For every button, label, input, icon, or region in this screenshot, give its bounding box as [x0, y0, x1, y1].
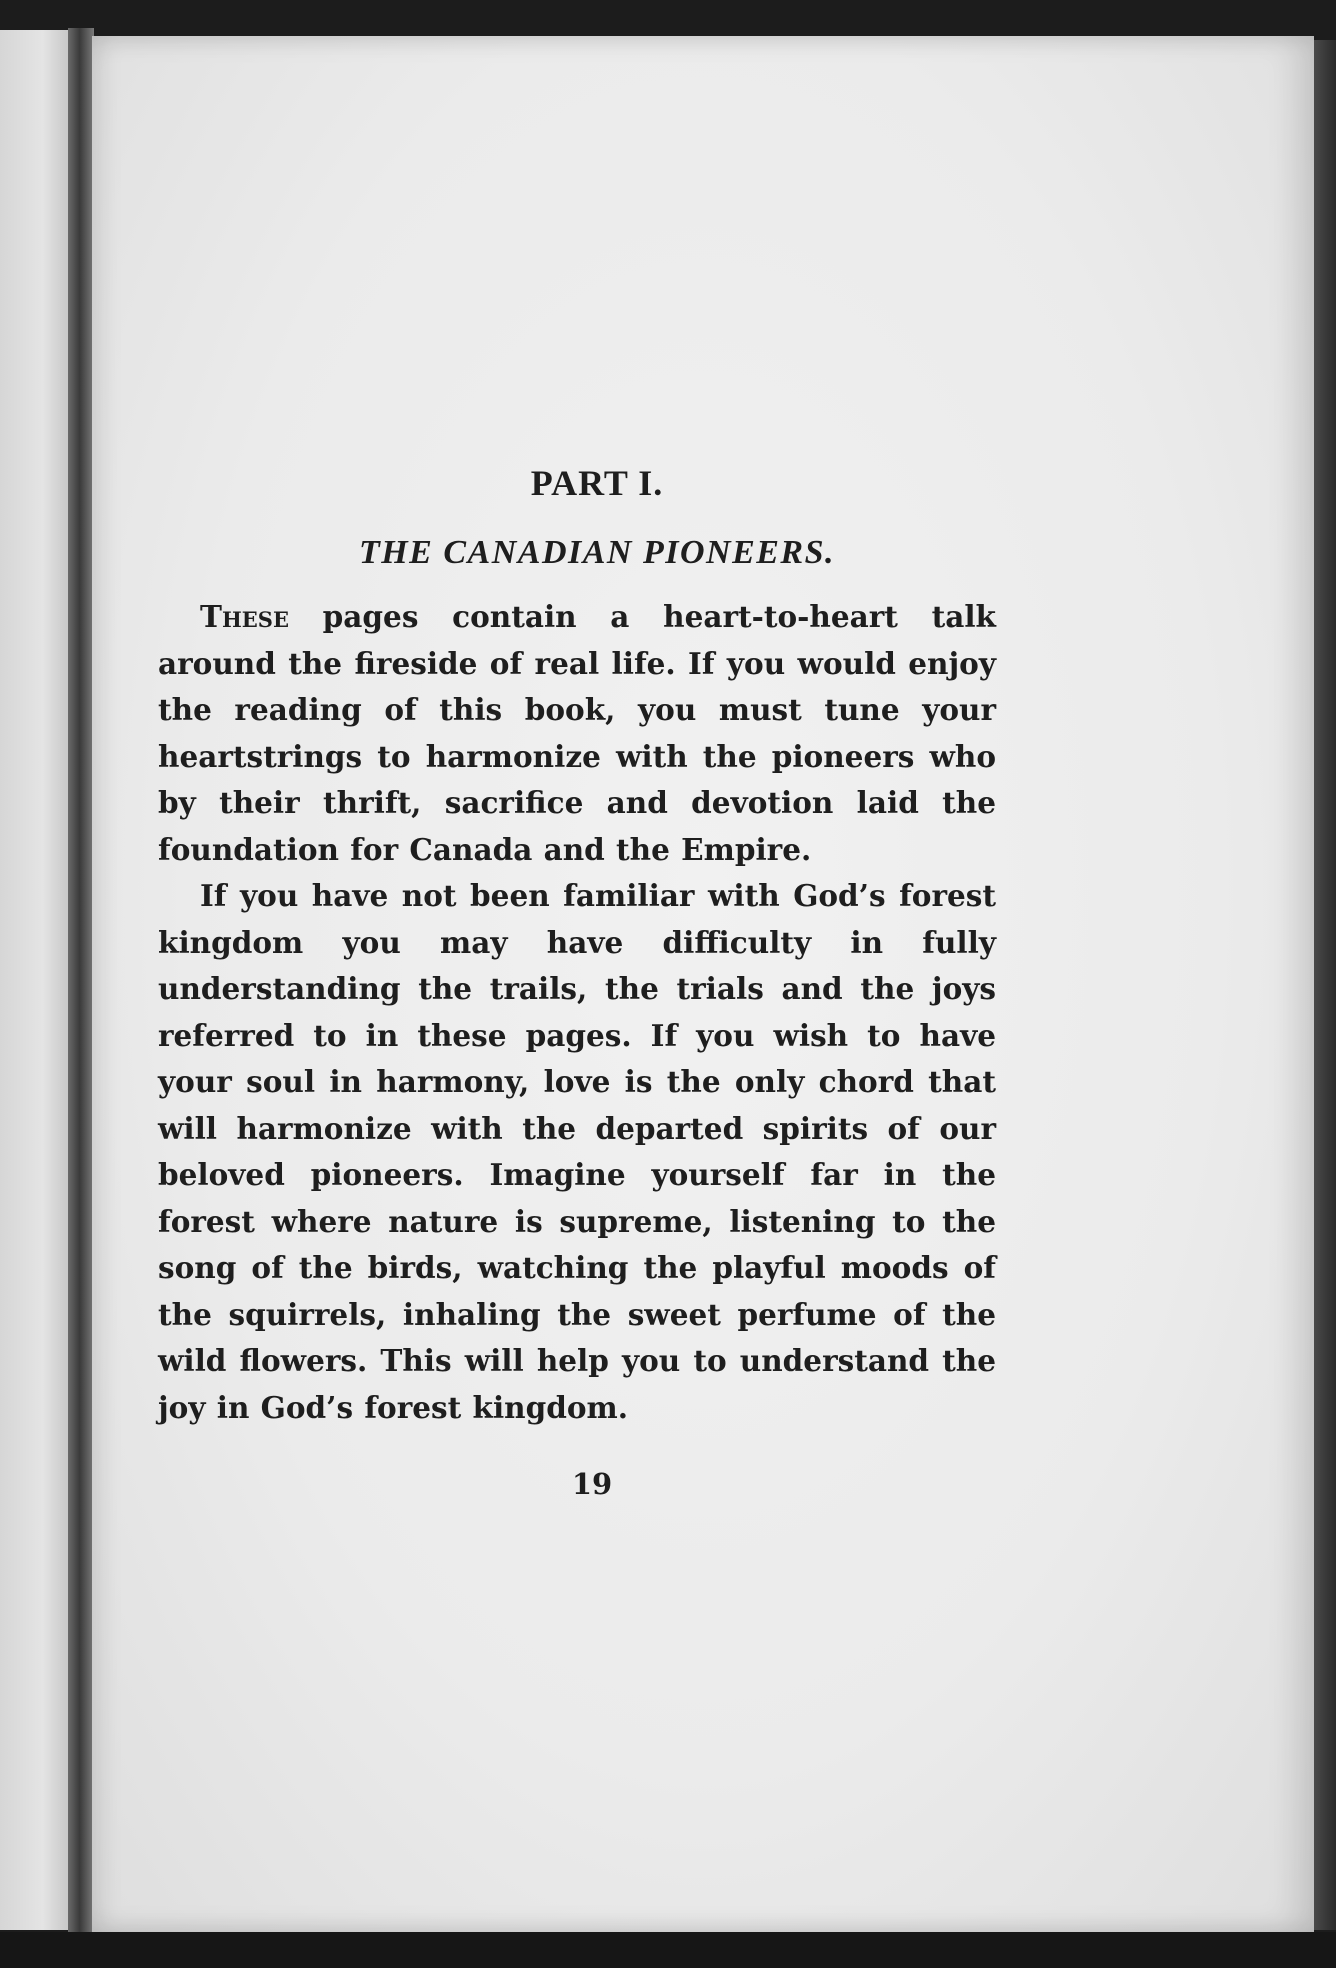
scan-bottom-border: [0, 1932, 1336, 1968]
page-right-edge: [1314, 40, 1336, 1930]
paragraph-1-text: pages contain a heart-to-heart talk around the fireside of real life. If you would enjoy the reading of this book, you must tune your heartstrings to harmonize with the pioneers who by their thrift, sacrifice and devotion laid the foundation for Canada and the Empire.: [158, 599, 996, 867]
part-heading: PART I.: [530, 463, 664, 503]
paragraph-2: If you have not been familiar with God’s forest kingdom you may have difficulty in fully understanding the trails, the trials and the joys referred to in these pages. If you wish to have your soul in harmony, love is the only chord that will harmonize with the departed spirits of our beloved pioneers. Imagine yourself far in the forest where nature is supreme, listening to the song of the birds, watching the playful moods of the squirrels, inhaling the sweet perfume of the wild flowers. This will help you to understand the joy in God’s forest kingdom.: [158, 878, 996, 1425]
page-number: 19: [571, 1467, 613, 1501]
page-content: [158, 412, 996, 1501]
chapter-title: THE CANADIAN PIONEERS.: [358, 534, 836, 571]
previous-page-edge: [0, 30, 78, 1930]
paragraph-lead-word: These: [200, 599, 289, 634]
paragraph-1: [158, 594, 996, 873]
book-gutter: [68, 28, 94, 1938]
